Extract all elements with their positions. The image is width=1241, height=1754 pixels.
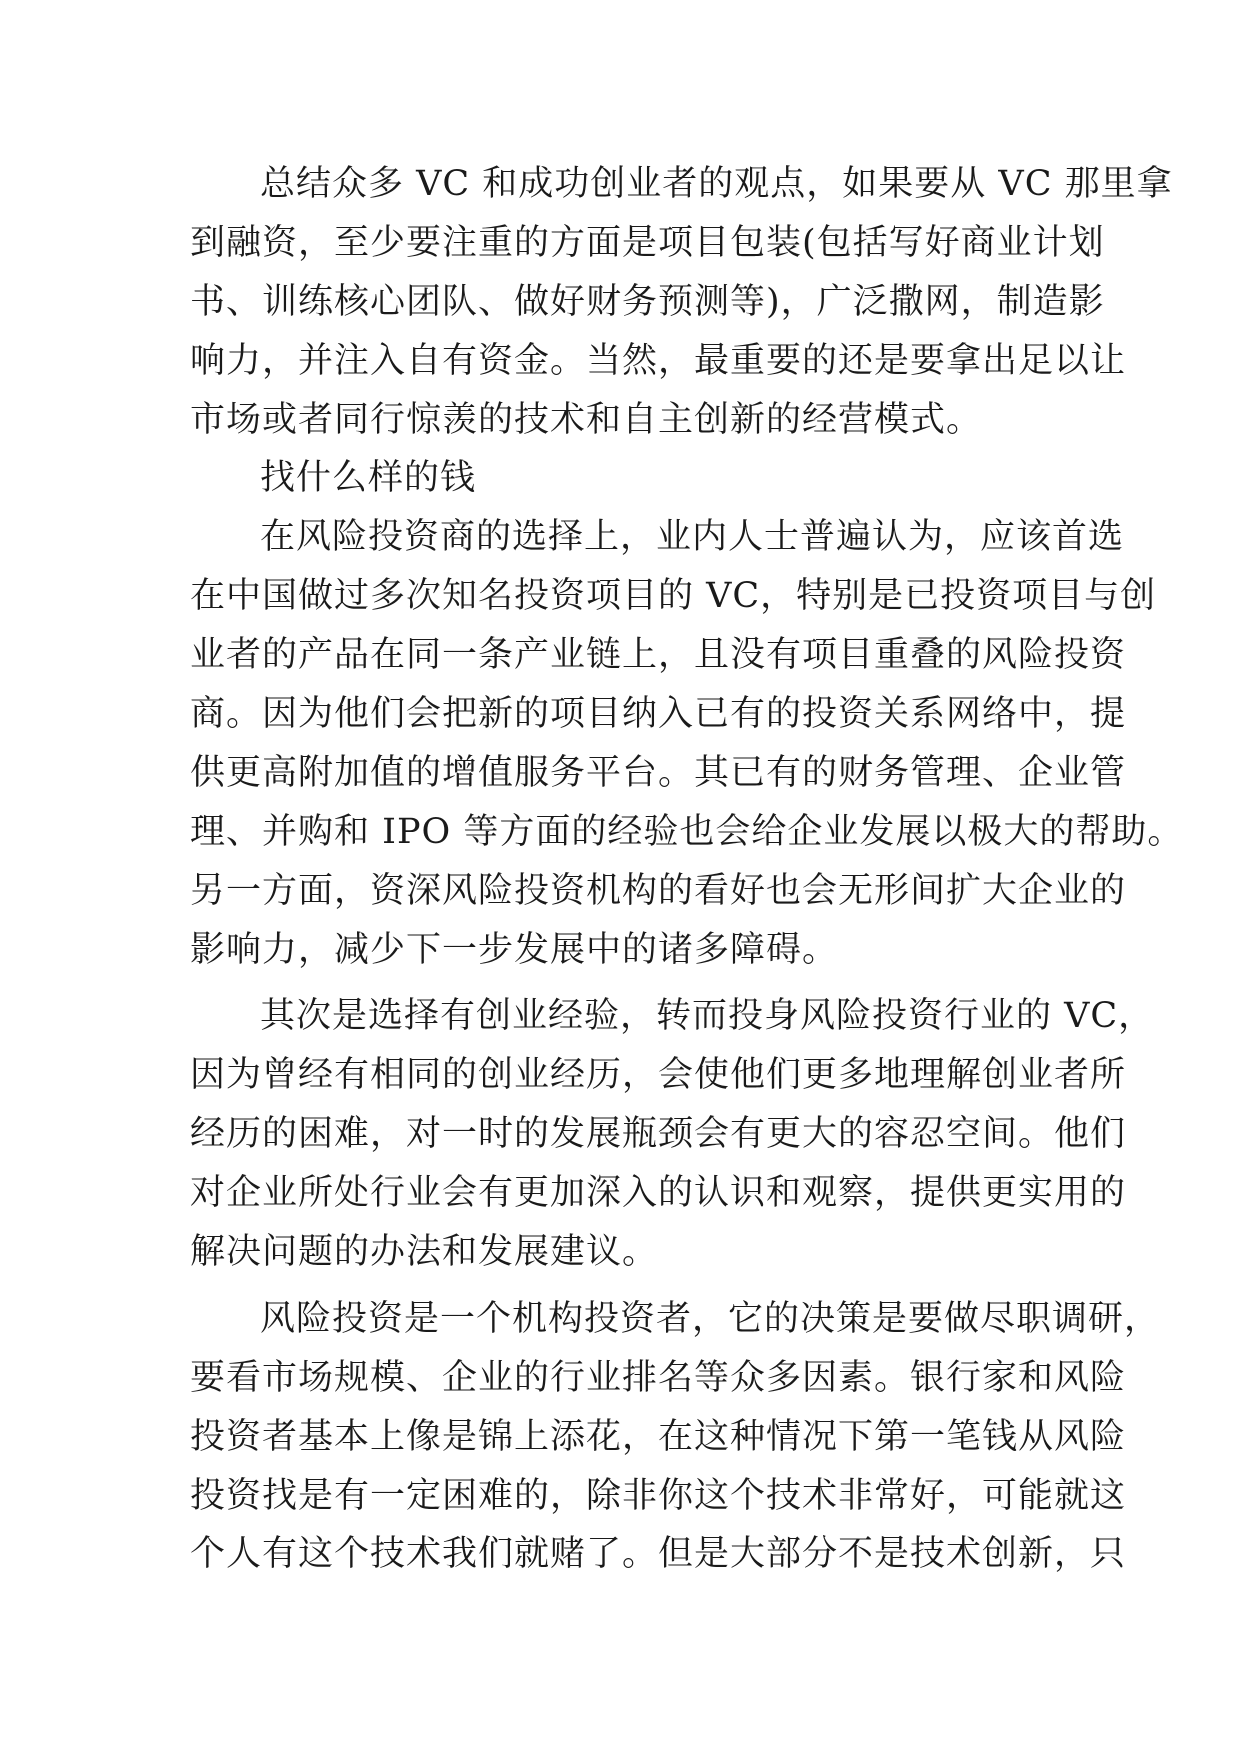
text-line: 在风险投资商的选择上，业内人士普遍认为，应该首选 — [260, 517, 1125, 558]
text-line: 其次是选择有创业经验，转而投身风险投资行业的 VC， — [260, 996, 1155, 1037]
paragraph-experienced-vc — [190, 987, 1155, 1281]
heading-line: 找什么样的钱 — [260, 458, 477, 499]
text-line: 市场或者同行惊羡的技术和自主创新的经营模式。 — [190, 399, 983, 440]
text-line: 投资者基本上像是锦上添花，在这种情况下第一笔钱从风险 — [190, 1416, 1127, 1457]
text-line: 到融资，至少要注重的方面是项目包装(包括写好商业计划 — [190, 222, 1105, 263]
section-heading — [190, 449, 1050, 508]
text-line: 供更高附加值的增值服务平台。其已有的财务管理、企业管 — [190, 752, 1127, 793]
paragraph-summary — [190, 155, 1173, 449]
text-line: 商。因为他们会把新的项目纳入已有的投资关系网络中，提 — [190, 694, 1127, 735]
paragraph-institutional-investor — [190, 1290, 1161, 1584]
text-line: 书、训练核心团队、做好财务预测等)，广泛撒网，制造影 — [190, 281, 1105, 322]
text-line: 业者的产品在同一条产业链上，且没有项目重叠的风险投资 — [190, 635, 1127, 676]
text-line: 响力，并注入自有资金。当然，最重要的还是要拿出足以让 — [190, 340, 1127, 381]
text-line: 总结众多 VC 和成功创业者的观点，如果要从 VC 那里拿 — [260, 164, 1173, 204]
paragraph-choose-vc — [190, 508, 1184, 979]
text-line: 风险投资是一个机构投资者，它的决策是要做尽职调研， — [260, 1298, 1161, 1339]
text-line: 对企业所处行业会有更加深入的认识和观察，提供更实用的 — [190, 1173, 1127, 1214]
text-line: 经历的困难，对一时的发展瓶颈会有更大的容忍空间。他们 — [190, 1114, 1127, 1155]
text-line: 投资找是有一定困难的，除非你这个技术非常好，可能就这 — [190, 1475, 1127, 1516]
text-line: 个人有这个技术我们就赌了。但是大部分不是技术创新，只 — [190, 1534, 1127, 1575]
text-line: 要看市场规模、企业的行业排名等众多因素。银行家和风险 — [190, 1357, 1127, 1398]
text-line: 理、并购和 IPO 等方面的经验也会给企业发展以极大的帮助。 — [190, 811, 1184, 852]
text-line: 影响力，减少下一步发展中的诸多障碍。 — [190, 929, 839, 970]
body-text — [190, 155, 1184, 1584]
text-line: 解决问题的办法和发展建议。 — [190, 1232, 659, 1273]
text-line: 另一方面，资深风险投资机构的看好也会无形间扩大企业的 — [190, 870, 1127, 911]
text-line: 在中国做过多次知名投资项目的 VC，特别是已投资项目与创 — [190, 576, 1157, 617]
text-line: 因为曾经有相同的创业经历，会使他们更多地理解创业者所 — [190, 1055, 1127, 1096]
